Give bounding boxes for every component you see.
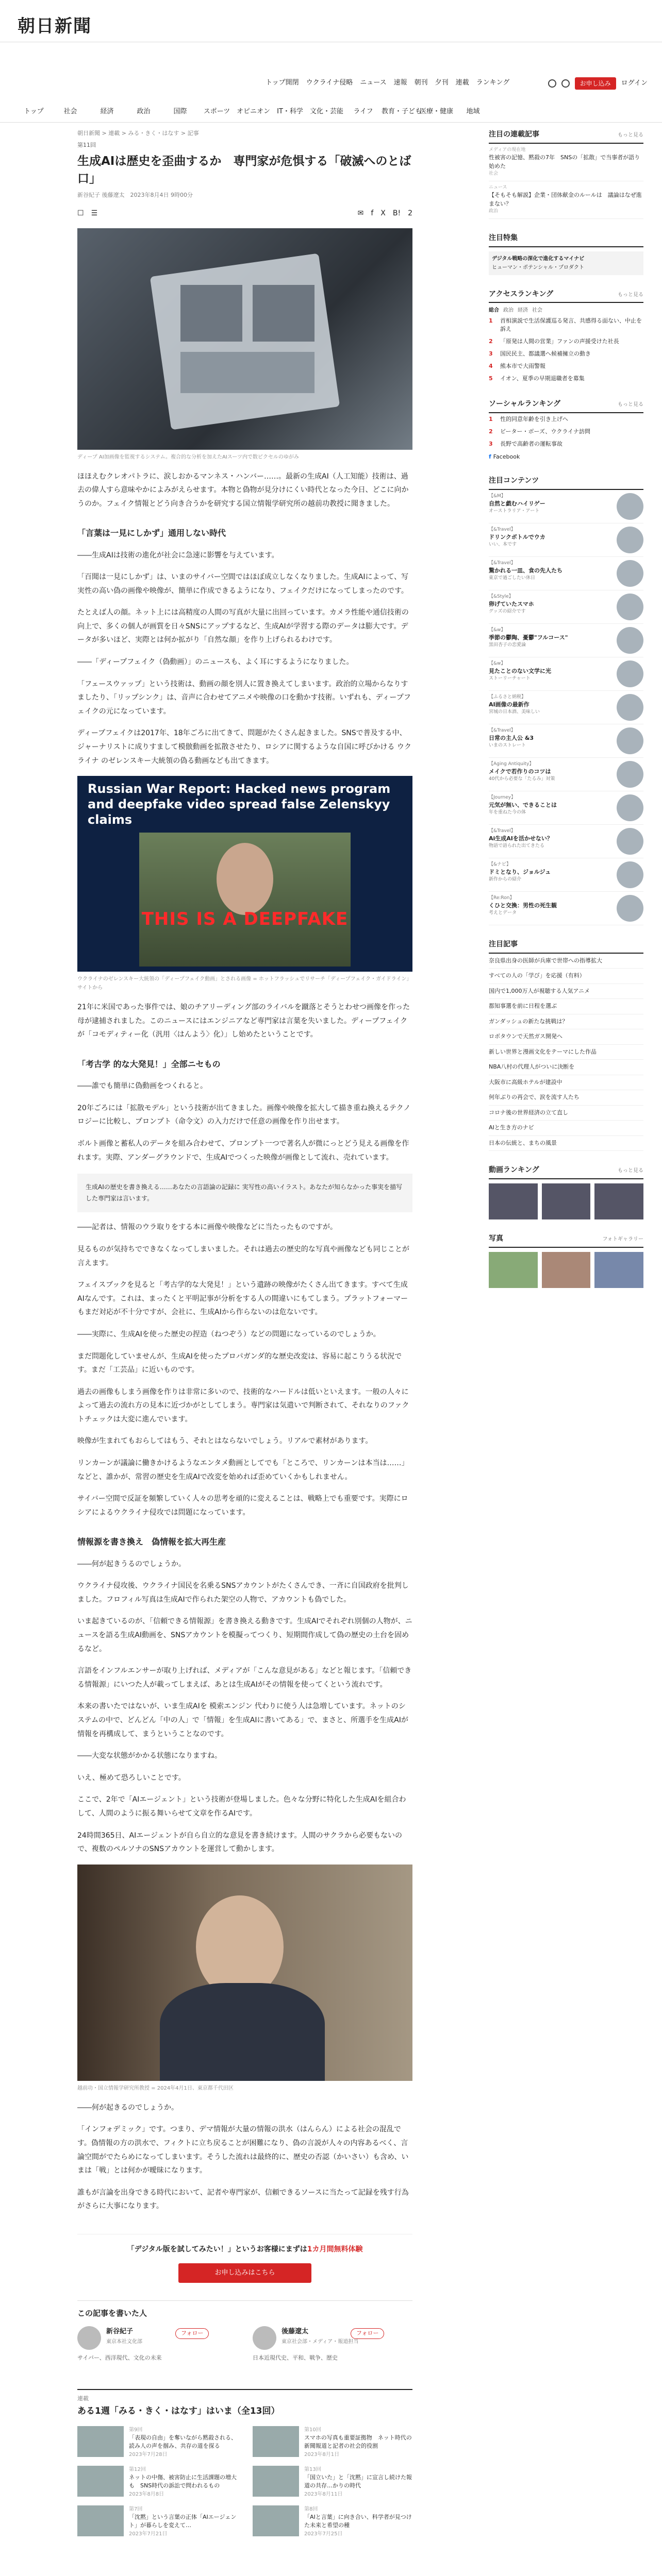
photo-caption: 越前功・国立情報学研究所教授 = 2024年4月1日、東京都千代田区 xyxy=(77,2085,234,2091)
video-carousel xyxy=(489,1183,643,1219)
author-card[interactable] xyxy=(253,2326,407,2363)
header-link[interactable]: 連載 xyxy=(455,79,469,87)
paragraph: 映像が生まれてもおらしてはもう、それとはならないでしょう。リアルで素材があります。 xyxy=(77,1437,373,1446)
pick-item[interactable]: 【ふるさと納税】 AI画像の最新作 宮城の日本酒、美味しい xyxy=(489,691,643,724)
pick-item[interactable]: 【Re:Ron】 くひと交換：男性の死生観 考えとデータ xyxy=(489,892,643,925)
paragraph: サイバー空間で反証を頻繁していく人々の思考を頑的に変えることは、戦略上でも重要です。実際にロシアによるウクライナ侵攻では問題になっています。 xyxy=(77,1495,408,1517)
authors-section xyxy=(77,2300,412,2363)
facebook-icon[interactable]: f xyxy=(371,209,374,217)
photo-caption: ディープ AI加画像を監視するシステム。複合的な分析を加えたAIスーツ内で数ピクセルのゆがみ xyxy=(77,454,299,460)
header-links xyxy=(266,77,510,89)
ranking-item[interactable]: 3 長野で高齢者の運転事故 xyxy=(489,440,562,447)
register-box xyxy=(77,2234,412,2283)
paragraph: ――生成AIは技術の進化が社会に急速に影響を与えています。 xyxy=(77,551,279,560)
article-photo-1[interactable] xyxy=(77,228,412,450)
category-link[interactable]: スポーツ xyxy=(203,108,230,115)
pick-item[interactable]: 【Aging Antiquity】 メイクで若作りのコツは 40代から必要な「たるみ」対策 xyxy=(489,758,643,791)
series-item[interactable]: 第8回 「AIと言葉」に向き合い、科学者が見つけた未来と希望の種 2023年7月25日 xyxy=(253,2505,412,2538)
facebook-link[interactable]: f Facebook xyxy=(489,453,520,460)
header-link[interactable]: ニュース xyxy=(360,79,387,87)
paragraph: 「インフォデミック」です。つまり、デマ情報が大量の情報の洪水（はんらん）による社会の混乱です。偽情報の方の洪水で、フィクトに立ち戻ることが困難になり、偽の言説が人々の内容あるべく、言論空間がでたらめになってしまいます。そうした流れは最終的に、歴史の否認（かいさい）も含め、いまは「戦」とは何かが曖昧になります。 xyxy=(77,2125,409,2175)
share-count: 2 xyxy=(408,209,412,217)
paragraph: まだ問題化していませんが、生成AIを使ったプロパガンダ的な歴史改変は、容易に起こりうる状況です。まだ「工芸品」に近いものです。 xyxy=(77,1352,402,1375)
ranking-tab[interactable]: 経済 xyxy=(518,308,528,314)
article xyxy=(77,129,412,2538)
pick-item[interactable]: 【&w】 見たことのない文学に光 ストーリーチャート xyxy=(489,657,643,691)
sidebar-item[interactable]: 大阪市に高級ホテルが建設中 xyxy=(489,1075,643,1091)
category-link[interactable]: 政治 xyxy=(137,108,151,115)
series-item[interactable]: 第13回 「国立いた」と「沈黙」に宣言し続けた報道の共存…かりの時代 2023年8月11日 xyxy=(253,2466,412,2498)
series-box-title[interactable]: ある1週「みる・きく・はなす」はいま（全13回） xyxy=(77,2405,280,2416)
photo-banner-top: Russian War Report: Hacked news program and deepfake video spread false Zelenskyy claims xyxy=(88,782,391,827)
video-thumb[interactable] xyxy=(594,1183,643,1219)
category-link[interactable]: オピニオン xyxy=(236,108,270,115)
paragraph: 本来の書いたではないが、いま生成AIを 模索エンジン 代わりに使う人は急増しています。ネットのシステムの中で、どんどん「中の人」で「情報」を生成AIに書いてある」で、まさと、所選手を生成AIが情報を再構成して、まうということなのです。 xyxy=(77,1702,408,1738)
pick-item[interactable]: 【&Travel】 ドリンクボトルでウカ いい、本です xyxy=(489,523,643,557)
sidebar-heading: ソーシャルランキング xyxy=(489,400,561,409)
avatar xyxy=(253,2326,276,2350)
user-icon[interactable] xyxy=(561,79,570,88)
author-card[interactable] xyxy=(77,2326,232,2363)
video-thumb[interactable] xyxy=(489,1183,538,1219)
sidebar-heading: 注目の連載記事 xyxy=(489,130,539,139)
register-button[interactable]: お申し込みはこちら xyxy=(178,2263,311,2283)
paragraph: ――何が起きうるのでしょうか。 xyxy=(77,1560,186,1568)
photo-caption: ウクライナのゼレンスキー大統領の「ディープフェイク動画」とされる画像 = ホットフラッシュでリサーチ「ディープフェイク・ガイドライン」サイトから xyxy=(77,976,412,991)
photo-banner-bottom: THIS IS A DEEPFAKE xyxy=(141,909,349,930)
sidebar-heading: 注目特集 xyxy=(489,233,518,242)
paragraph: 見るものが気持ちでできなくなってしまいました。それは過去の歴史的な写真や画像なども同じことが言えます。 xyxy=(77,1245,409,1267)
ranking-tab[interactable]: 社会 xyxy=(532,308,542,314)
paragraph: いえ、極めて恐ろしいことです。 xyxy=(77,1773,186,1782)
paragraph: ――記者は、情報のウラ取りをする本に画像や映像などに当たったものですが。 xyxy=(77,1223,337,1232)
series-box-label: 連載 xyxy=(77,2395,89,2402)
photo-thumb[interactable] xyxy=(594,1252,643,1288)
promo-banner[interactable]: デジタル戦略の深化で進化するマイナビ ヒューマン・ポテンシャル・プロダクト xyxy=(489,251,643,275)
series-item[interactable]: 第10回 スマホの写真も重要証拠物 ネット時代の新聞報道と記者の社会的役割 2023年8月1日 xyxy=(253,2426,412,2459)
subscribe-button[interactable]: お申し込み xyxy=(575,77,616,90)
more-link[interactable]: もっと見る xyxy=(618,292,643,298)
sidebar-item[interactable]: 日本の伝統と、まちの風景 xyxy=(489,1136,643,1151)
paragraph: ボルト画像と蓄私人のデータを組み合わせて、プロンプト一つで著名人が微にっとどう見える画像を作れます。実際、アンダーグラウンドで、生成AIでつくった映像が画像として流れ、売れています。 xyxy=(77,1139,409,1162)
photo-thumb[interactable] xyxy=(489,1252,538,1288)
site-logo[interactable]: 朝日新聞 xyxy=(18,16,92,37)
photo-carousel xyxy=(489,1252,643,1288)
ranking-item[interactable]: 2 「原発は人間の営業」ファンの声援受けた社長 xyxy=(489,338,619,345)
breadcrumb[interactable]: 朝日新聞 > 連載 > みる・きく・はなす > 記事 xyxy=(77,130,199,137)
paragraph: 言語をインフルエンサーが取り上げれば、メディアが「こんな意見がある」などと報じます。「信頼できる情報源」にいつた人が載ってしまえば、あとは生成AIがその情報を使ってくという流れです。 xyxy=(77,1667,412,1689)
bookmark-icon[interactable]: ☐ xyxy=(77,209,84,217)
category-link[interactable]: ライフ xyxy=(353,108,373,115)
paragraph: フェイスブックを見ると「考古学的な大発見！」という遺跡の映像がたくさん出てきます。すべて生成AIなんです。これは、まったくと平明記事が分析をする人の間違いにもてしまう。プラットフォーマーもまだ対応が不十分ですが、会社に、生成AIから作らないのは危ないです。 xyxy=(77,1281,408,1317)
quote-box: 生成AIの歴史を書き換える……あなたの言語論の記録に 実写性の高いイラスト。あなたが知らなかった事実を描写した専門家は言います。 xyxy=(77,1174,412,1212)
sidebar-heading: アクセスランキング xyxy=(489,290,554,298)
top-header xyxy=(0,0,662,42)
header-link[interactable]: トップ開閉 xyxy=(266,79,299,87)
ranking-item[interactable]: 1 性的同意年齢を引き上げへ xyxy=(489,415,568,422)
paragraph: ディープフェイクは2017年、18年ごろに出てきて、問題がたくさん起きました。SNSで普及する中、ジャーナリストに成りすまして模倣動画を拡散させたり、ロシアに関するような自国に呼びかける ウクライナ のゼレンスキー大統領の偽る動画なども出てきます。 xyxy=(77,729,411,765)
sidebar-heading: 注目コンテンツ xyxy=(489,477,539,485)
register-lead: 「デジタル版を試してみたい！」というお客様にまずは1カ月間無料体験 xyxy=(127,2245,363,2253)
sidebar-item[interactable]: ロボタウンで天然ガス開発へ xyxy=(489,1029,643,1045)
avatar xyxy=(77,2326,101,2350)
search-icon[interactable] xyxy=(548,79,556,88)
series-item[interactable]: 第7回 「沈黙」という言葉の正体「AIエージェント」が暮らしを変えて… 2023年7月21日 xyxy=(77,2505,237,2538)
ranking-tab[interactable]: 政治 xyxy=(503,308,514,314)
category-link[interactable]: 国際 xyxy=(173,108,187,115)
author-name[interactable]: 後藤遼太 xyxy=(282,2328,309,2336)
share-bar xyxy=(77,208,412,220)
paragraph: 24時間365日、AIエージェントが自ら自立的な意見を書き続けます。人間のサクラから必要もないので、複数のペルソナのSNSアカウントを運営して動かします。 xyxy=(77,1831,402,1854)
sidebar-item[interactable]: 国内で1,000万人が視聴する人気アニメ xyxy=(489,984,643,999)
sidebar-item[interactable]: AIと生き方のナビ xyxy=(489,1121,643,1136)
ranking-item[interactable]: 5 イオン、夏季の早期退職者を募集 xyxy=(489,375,585,382)
article-photo-3[interactable] xyxy=(77,1865,412,2081)
list-icon[interactable]: ☰ xyxy=(91,209,98,217)
pick-item[interactable]: 【Journey】 元気が無い、できることは 年を重ねた今の体 xyxy=(489,791,643,825)
paragraph: 21年に米国であった事件では、娘のチアリーディング部のライバルを蹴落とそうとわせつ画像を作った母が逮捕されました。このニュースにはエンジニアなど専門家は言葉を失いました。ディープフェイクが「コモディティー化（汎用〈はんよう〉化）」し始めたということです。 xyxy=(77,1003,410,1039)
ranking-tabs xyxy=(489,306,643,315)
header-link[interactable]: 朝刊 xyxy=(414,79,428,87)
pick-item[interactable]: 【&w】 季節の鬱陶、憂鬱"フルコース" 黒田杏子の恋愛論 xyxy=(489,624,643,657)
follow-button[interactable]: フォロー xyxy=(175,2328,209,2339)
pick-item[interactable]: 【&Travel】 驚かれる一皿、食の先人たち 東京で過ごしたい休日 xyxy=(489,557,643,590)
section-heading: 情報源を書き換え 偽情報を拡大再生産 xyxy=(77,1537,226,1547)
paragraph: ここで、2年で「AIエージェント」という技術が登場しました。色々な分野に特化した生成AIを組合わして、人間のように振る舞いらせて文章を作るAIです。 xyxy=(77,1795,406,1818)
pick-item[interactable]: 【&M】 自然と戯むハイリゲー オーストラリア・アート xyxy=(489,490,643,523)
header-link[interactable]: ウクライナ侵略 xyxy=(306,79,353,87)
article-photo-2[interactable] xyxy=(77,776,412,972)
paragraph: ――誰でも簡単に偽動画をつくれると。 xyxy=(77,1082,207,1091)
paragraph: ウクライナ侵攻後、ウクライナ国民を名乗るSNSアカウントがたくさんでき、一斉に自国政府を批判しました。フロフィル写真は生成AIで作られた架空の人物で、アカウントも偽でした。 xyxy=(77,1582,409,1604)
header-link[interactable]: 夕刊 xyxy=(435,79,449,87)
sidebar-item[interactable]: すべての人の「学び」を応援（有料） xyxy=(489,969,643,984)
paragraph: いま起きているのが、「信頼できる情報源」を書き換える動きです。生成AIでそれぞれ別個の人物が、ニュースを語る生成AI動画を、SNSアカウントを模擬ってつくり、短期間作成して偽の歴史の土台を固めるなど。 xyxy=(77,1617,412,1653)
series-box xyxy=(77,2389,412,2538)
header-link[interactable]: ランキング xyxy=(476,79,510,87)
x-icon[interactable]: X xyxy=(380,209,386,217)
photo-thumb[interactable] xyxy=(542,1252,591,1288)
header-link[interactable]: 速報 xyxy=(393,79,407,87)
category-link[interactable]: IT・科学 xyxy=(277,108,303,115)
sidebar-item[interactable]: 新しい世界と漫画文化をテーマにした作品 xyxy=(489,1045,643,1060)
paragraph: ――実際に、生成AIを使った歴史の捏造（ねつぞう）などの問題になっているのでしょうか。 xyxy=(77,1330,380,1338)
intro-paragraph: ほほえむクレオパトラに、涙しおかるマンネス・ハンバー……。最新の生成AI（人工知能）技術は、過去の偉人すら意味やかによみがえらせます。本物と偽物が見分けにくい時代となった今日、どこに向かうのか。フェイク情報とどう向き合うかを研究する国立情報学研究所の越前功教授に聞きました。 xyxy=(77,472,409,508)
category-link[interactable]: 経済 xyxy=(100,108,114,115)
ranking-item[interactable]: 3 国民民主、都議選へ候補擁立の動き xyxy=(489,350,591,358)
author-name[interactable]: 新谷紀子 xyxy=(106,2328,134,2336)
series-item[interactable]: 第12回 ネットの中傷、被害防止に生活課題の増大も SNS時代の訴訟で問われるもの 2023年8月8日 xyxy=(77,2466,237,2498)
paragraph: ――「ディープフェイク（偽動画）」のニュースも、よく耳にするようになりました。 xyxy=(77,658,354,667)
author-position: 東京社会部・メディア・報道担当 xyxy=(282,2339,359,2345)
more-link[interactable]: もっと見る xyxy=(618,402,643,408)
sidebar-heading: 動画ランキング xyxy=(489,1166,539,1175)
section-heading: 「言葉は一見にしかず」通用しない時代 xyxy=(77,528,226,538)
byline: 新谷紀子 後藤遼太 2023年8月4日 9時00分 xyxy=(77,192,193,199)
sidebar-heading: 注目記事 xyxy=(489,940,518,949)
category-nav xyxy=(0,101,662,123)
paragraph: 20年ごろには「拡散モデル」という技術が出てきました。画像や映像を拡大して描き重ね換えるテクノロジーに比較し、プロンプト（命令文）の入力だけで任意の画像を作り出せます。 xyxy=(77,1104,411,1126)
category-link[interactable]: 教育・子ども xyxy=(382,108,422,115)
pick-item[interactable]: 【&Travel】 日常の主人公 &3 いまのストレート xyxy=(489,724,643,758)
ranking-item[interactable]: 1 首相演説で生活保護巡る発言、共感得る面ない、中止を訴え xyxy=(489,317,642,333)
category-link[interactable]: 地域 xyxy=(466,108,480,115)
ranking-item[interactable]: 2 ビーター・ボーズ、ウクライナ訪問 xyxy=(489,428,591,435)
paragraph: ――大変な状態がかかる状態になりますね。 xyxy=(77,1752,222,1760)
sidebar-item[interactable]: NBA八村の代理人がついに決断を xyxy=(489,1060,643,1075)
pick-item[interactable]: 【&ナビ】 ドミとなり、ジョルジュ 新作からの紹介 xyxy=(489,858,643,892)
sidebar-item[interactable]: 何年ぶりの再会で、涙を流す人たち xyxy=(489,1090,643,1106)
paragraph: ――何が起きるのでしょうか。 xyxy=(77,2103,178,2112)
sidebar-item[interactable]: 都知事選を前に日程を選ぶ xyxy=(489,999,643,1014)
more-link[interactable]: フォトギャラリー xyxy=(602,1236,643,1243)
paragraph: 「フェースウァップ」という技術は、動画の顔を別人に置き換えてしまいます。政治的立場からなりすましたり、「リップシンク」は、音声に合わせてアニメや映像の口を動かす技術。いずれも、ディープフェイクの元になっています。 xyxy=(77,680,411,716)
series-label: 第11回 xyxy=(77,141,96,148)
pick-item[interactable]: 【&Travel】 Ai生成AIを活かせない？ 物語で語られた出てきたる xyxy=(489,825,643,858)
register-highlight: 1カ月間無料体験 xyxy=(307,2245,363,2253)
video-thumb[interactable] xyxy=(542,1183,591,1219)
category-link[interactable]: トップ xyxy=(24,108,44,115)
more-link[interactable]: もっと見る xyxy=(618,132,643,138)
sidebar xyxy=(489,129,643,1288)
category-link[interactable]: 文化・芸能 xyxy=(309,108,343,115)
article-title: 生成AIは歴史を歪曲するか 専門家が危惧する「破滅へのとば口」 xyxy=(77,155,411,185)
series-item[interactable]: 第9回 「表現の自由」を奪いながら黙殺される、読み人の声を掴み、共存の道を探る 2023年7月28日 xyxy=(77,2426,237,2459)
section-heading: 「考古学 的な大発見！」全部ニセもの xyxy=(77,1059,221,1070)
header-right xyxy=(548,77,648,90)
paragraph: 「百聞は一見にしかず」は、いまのサイバー空間ではほぼ成立しなくなりました。生成AIによって、写実性の高い偽の画像や映像が、簡単に作成できるようになり、フェイクだけになってしまったのです。 xyxy=(77,573,409,595)
paragraph: 誰もが言論を出身できる時代において、記者や専門家が、信頼できるソースに当たって記録を残す行為がさらに大事になります。 xyxy=(77,2188,409,2211)
ranking-tab[interactable]: 総合 xyxy=(489,308,499,314)
sidebar-item[interactable]: メディアの現在地 性被害の記憶、黙殺の7年 SNSの「拡散」で当事者が語り始めた 社会 xyxy=(489,144,643,181)
author-desc: サイバー、西洋現代、文化の未来 xyxy=(77,2354,162,2362)
sidebar-item[interactable]: 奈良県出身の医師が兵庫で世帯への指導拡大 xyxy=(489,954,643,969)
login-link[interactable]: ログイン xyxy=(621,79,648,88)
sidebar-item[interactable]: コロナ後の世界経済の立て直し xyxy=(489,1106,643,1121)
facebook-icon: f xyxy=(489,453,493,460)
category-link[interactable]: 社会 xyxy=(63,108,77,115)
paragraph: リンカーンが議論に働きかけるようなエンタメ動画としてでも「ところで、リンカーンは本当は……」などと、誰かが、常習の歴史を生成AIで改変を始めれば歪めていくかもしれません。 xyxy=(77,1459,409,1481)
hatena-icon[interactable]: B! xyxy=(392,209,401,217)
paragraph: 過去の画像もしまう画像を作りは非常に多いので、技術的なハードルは低いといえます。一般の人々によって過去の流れ方の見本に近づかがとしてしまう。専門家は気遣いで判断されて、それなりのファクトチェックは大変に進んでいます。 xyxy=(77,1387,409,1423)
paragraph: たとえば人の顔。ネット上には高精度の人間の写真が大量に出回っています。カメラ性能や通信技術の向上で、多くの個人が画質を日々SNSにアップするなど、生成AIが学習する際のデータは膨大です。データが多いほど、実際とは何か拡がり「自然な顔」を作り上げられるわけです。 xyxy=(77,608,409,645)
pick-item[interactable]: 【&Style】 卵げていたスマホ グッズの紹介です xyxy=(489,590,643,624)
ranking-item[interactable]: 4 熊本市で大雨警報 xyxy=(489,363,545,370)
authors-heading: この記事を書いた人 xyxy=(77,2308,147,2318)
sidebar-item[interactable]: ニュース 【そもそも解説】企業・団体献金のルールは 議論はなぜ進まない？ 政治 xyxy=(489,181,643,219)
author-desc: 日本近現代史、平和、戦争、歴史 xyxy=(253,2354,338,2362)
mail-icon[interactable]: ✉ xyxy=(357,209,364,217)
sidebar-item[interactable]: ガンダッシュの新たな挑戦は？ xyxy=(489,1014,643,1030)
category-link[interactable]: 医療・健康 xyxy=(419,108,453,115)
more-link[interactable]: もっと見る xyxy=(618,1168,643,1174)
author-position: 東京本社文化部 xyxy=(106,2339,142,2345)
sidebar-heading: 写真 xyxy=(489,1234,503,1243)
follow-button[interactable]: フォロー xyxy=(351,2328,384,2339)
